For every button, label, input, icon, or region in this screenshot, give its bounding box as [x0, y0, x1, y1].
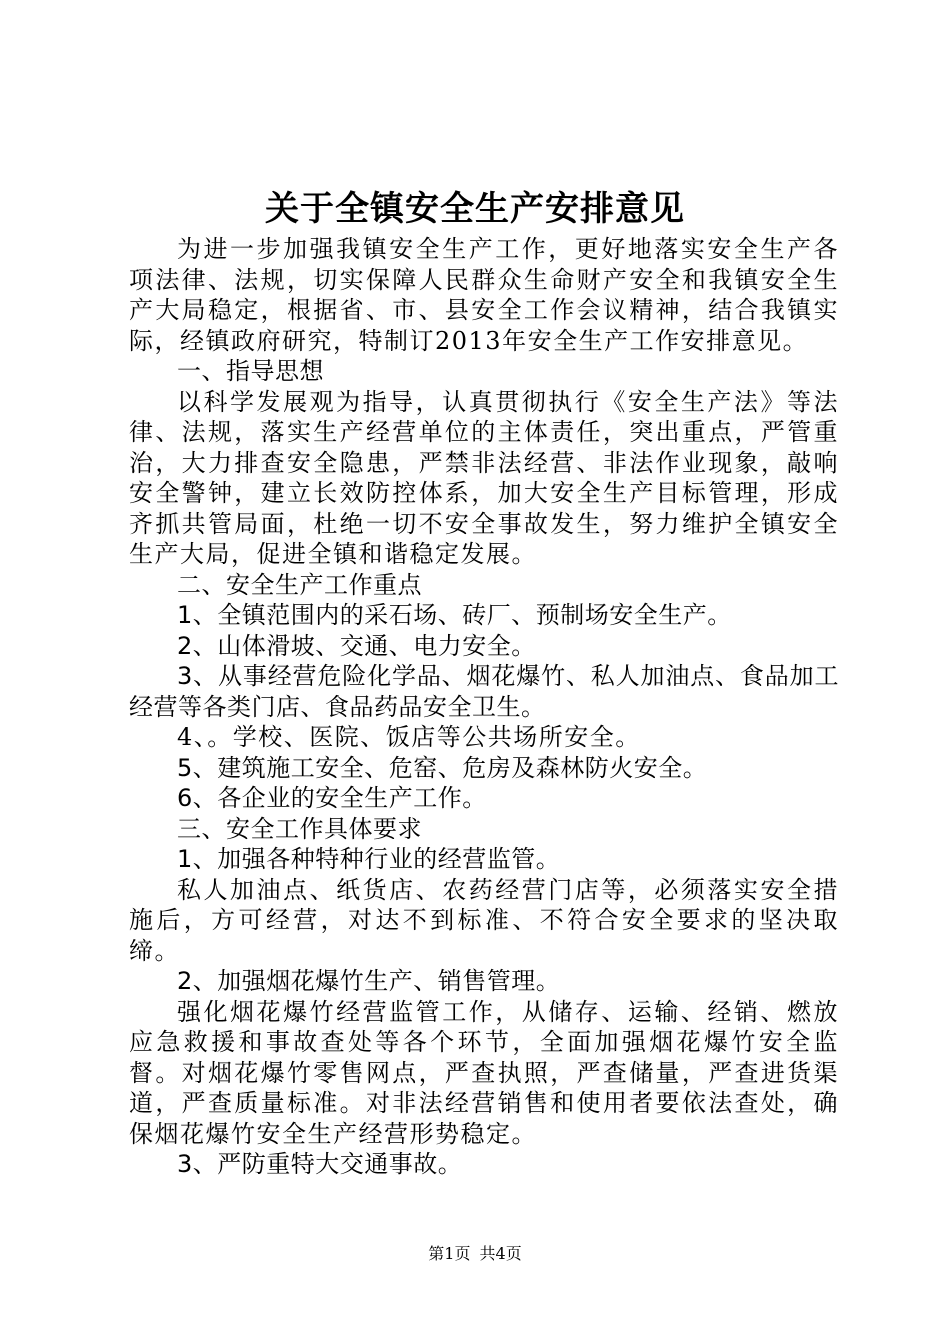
page-number-total: 共4页: [479, 1244, 522, 1263]
document-body: [129, 234, 839, 1180]
heading-work-focus: 二、安全生产工作重点: [177, 570, 422, 599]
subheading-requirement-1: 1、加强各种特种行业的经营监管。: [177, 845, 561, 873]
paragraph-requirement-2: 强化烟花爆竹经营监管工作，从储存、运输、经销、燃放应急救援和事故查处等各个环节，全面加强烟花爆竹安全监督。对烟花爆竹零售网点，严查执照，严查储量，严查进货渠道，严查质量标准。对非法经营销售和使用者要依法查处，确保烟花爆竹安全生产经营形势稳定。: [129, 997, 839, 1148]
page-footer: [0, 1243, 950, 1265]
list-item-focus-1: 1、全镇范围内的采石场、砖厂、预制场安全生产。: [177, 601, 732, 629]
subheading-requirement-3: 3、严防重特大交通事故。: [177, 1150, 463, 1178]
list-item-focus-4: 4、。学校、医院、饭店等公共场所安全。: [177, 723, 641, 751]
page-number-current: 第1页: [428, 1244, 471, 1263]
heading-specific-requirements: 三、安全工作具体要求: [177, 814, 422, 843]
paragraph-guiding-ideology: 以科学发展观为指导，认真贯彻执行《安全生产法》等法律、法规，落实生产经营单位的主体责任，突出重点，严管重治，大力排查安全隐患，严禁非法经营、非法作业现象，敲响安全警钟，建立长效防控体系，加大安全生产目标管理，形成齐抓共管局面，杜绝一切不安全事故发生，努力维护全镇安全生产大局，促进全镇和谐稳定发展。: [129, 387, 839, 568]
list-item-focus-3: 3、从事经营危险化学品、烟花爆竹、私人加油点、食品加工经营等各类门店、食品药品安全卫生。: [129, 662, 839, 721]
list-item-focus-5: 5、建筑施工安全、危窑、危房及森林防火安全。: [177, 753, 708, 782]
paragraph-requirement-1: 私人加油点、纸货店、农药经营门店等，必须落实安全措施后，方可经营，对达不到标准、不符合安全要求的坚决取缔。: [129, 875, 839, 965]
list-item-focus-2: 2、山体滑坡、交通、电力安全。: [177, 631, 536, 660]
list-item-focus-6: 6、各企业的安全生产工作。: [177, 784, 487, 812]
subheading-requirement-2: 2、加强烟花爆竹生产、销售管理。: [177, 967, 561, 995]
document-title: 关于全镇安全生产安排意见: [265, 189, 685, 229]
heading-guiding-ideology: 一、指导思想: [177, 357, 324, 385]
paragraph-intro: 为进一步加强我镇安全生产工作，更好地落实安全生产各项法律、法规，切实保障人民群众生命财产安全和我镇安全生产大局稳定，根据省、市、县安全工作会议精神，结合我镇实际，经镇政府研究，特制订2013年安全生产工作安排意见。: [129, 235, 839, 355]
